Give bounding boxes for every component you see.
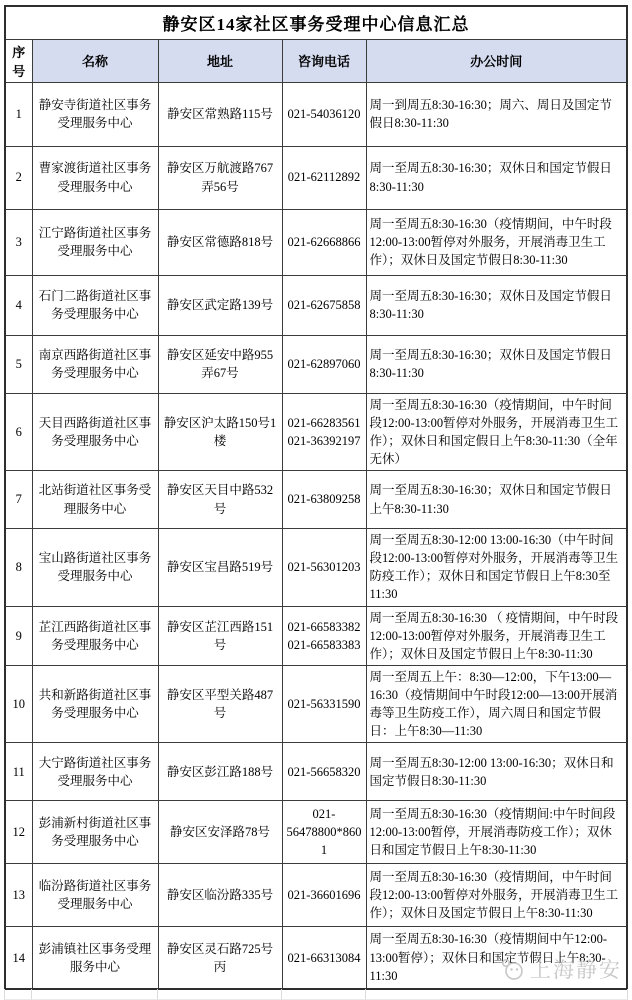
address-cell: 静安区灵石路725号丙 xyxy=(158,927,282,989)
hours-cell: 周一至周五8:30-16:30（疫情期间中午12:00-13:00暂停）；双休日和国定节假日上午8:30-11:30 xyxy=(366,927,627,989)
table-row xyxy=(5,471,627,529)
name-cell: 南京西路街道社区事务受理服务中心 xyxy=(32,335,158,393)
name-cell: 江宁路街道社区事务受理服务中心 xyxy=(32,209,158,275)
table-body xyxy=(5,82,627,989)
phone-cell xyxy=(282,335,366,393)
name-cell: 临汾路街道社区事务受理服务中心 xyxy=(32,864,158,927)
table-title: 静安区14家社区事务受理中心信息汇总 xyxy=(5,6,627,39)
phone-number: 021-62675858 xyxy=(287,297,361,312)
hours-cell: 周一至周五8:30-16:30 （ 疫情期间，中午时段12:00-13:00暂停对外服务，开展消毒卫生工作）；双休日及国定节假日上午8:30-11:30 xyxy=(366,606,627,665)
phone-cell xyxy=(282,801,366,864)
row-number-cell: 10 xyxy=(5,665,32,743)
hours-cell: 周一至周五8:30-16:30（疫情期间:中午时间段12:00-13:00暂停，开展消毒防疫工作）；双休日和国定节假日上午8:30-11:30 xyxy=(366,801,627,864)
phone-number: 021-56331590 xyxy=(287,697,361,712)
hours-cell: 周一至周五8:30-16:30（疫情期间，中午时间段12:00-13:00暂停对外服务，开展消毒卫生工作）；双休日和国定假日上午8:30-11:30（全年无休） xyxy=(366,393,627,471)
phone-cell xyxy=(282,146,366,209)
name-cell: 静安寺街道社区事务受理服务中心 xyxy=(32,82,158,146)
hours-cell: 周一至周五8:30-16:30；双休日和国定节假日8:30-11:30 xyxy=(366,146,627,209)
name-cell: 天目西路街道社区事务受理服务中心 xyxy=(32,393,158,471)
address-cell: 静安区彭江路188号 xyxy=(158,743,282,801)
table-row xyxy=(5,393,627,471)
table-row xyxy=(5,606,627,665)
name-cell: 北站街道社区事务受理服务中心 xyxy=(32,471,158,529)
phone-cell xyxy=(282,82,366,146)
table-row xyxy=(5,864,627,927)
phone-cell xyxy=(282,471,366,529)
header-address: 地址 xyxy=(158,39,282,82)
phone-cell xyxy=(282,275,366,335)
phone-number: 021-66583383 xyxy=(287,637,361,652)
cropped-next-row xyxy=(4,989,628,1000)
name-cell: 宝山路街道社区事务受理服务中心 xyxy=(32,529,158,607)
phone-number: 021-63809258 xyxy=(287,492,361,507)
table-row xyxy=(5,743,627,801)
header-name: 名称 xyxy=(32,39,158,82)
address-cell: 静安区宝昌路519号 xyxy=(158,529,282,607)
name-cell: 石门二路街道社区事务受理服务中心 xyxy=(32,275,158,335)
hours-cell: 周一至周五8:30-16:30；双休日及国定节假日8:30-11:30 xyxy=(366,335,627,393)
phone-number: 021-54036120 xyxy=(287,106,361,121)
name-cell: 共和新路街道社区事务受理服务中心 xyxy=(32,665,158,743)
phone-cell xyxy=(282,665,366,743)
header-phone: 咨询电话 xyxy=(282,39,366,82)
hours-cell: 周一至周五8:30-16:30（疫情期间，中午时间段12:00-13:00暂停对外服务，开展消毒卫生工作）；双休日及国定节假日上午8:30-11:30 xyxy=(366,864,627,927)
service-centers-table xyxy=(4,5,628,990)
phone-cell xyxy=(282,209,366,275)
phone-cell xyxy=(282,606,366,665)
header-no: 序号 xyxy=(5,39,32,82)
phone-number: 021-62897060 xyxy=(287,356,361,371)
table-row xyxy=(5,275,627,335)
table-row xyxy=(5,927,627,989)
phone-number: 021-66283561 xyxy=(287,415,361,430)
row-number-cell: 14 xyxy=(5,927,32,989)
phone-cell xyxy=(282,864,366,927)
address-cell: 静安区万航渡路767弄56号 xyxy=(158,146,282,209)
address-cell: 静安区常熟路115号 xyxy=(158,82,282,146)
address-cell: 静安区天目中路532号 xyxy=(158,471,282,529)
hours-cell: 周一至周五上午：8:30—12:00，下午13:00—16:30（疫情期间中午时段12:00—13:00开展消毒等卫生防疫工作），周六周日和国定节假日：上午8:30—11:30 xyxy=(366,665,627,743)
name-cell: 彭浦镇社区事务受理服务中心 xyxy=(32,927,158,989)
hours-cell: 周一至周五8:30-16:30；双休日和国定节假日上午8:30-11:30 xyxy=(366,471,627,529)
phone-cell xyxy=(282,927,366,989)
phone-number: 021-66313084 xyxy=(287,950,361,965)
table-header-row xyxy=(5,39,627,82)
row-number-cell: 9 xyxy=(5,606,32,665)
address-cell: 静安区武定路139号 xyxy=(158,275,282,335)
name-cell: 芷江西路街道社区事务受理服务中心 xyxy=(32,606,158,665)
row-number-cell: 6 xyxy=(5,393,32,471)
address-cell: 静安区安泽路78号 xyxy=(158,801,282,864)
row-number-cell: 4 xyxy=(5,275,32,335)
phone-cell xyxy=(282,529,366,607)
row-number-cell: 8 xyxy=(5,529,32,607)
row-number-cell: 7 xyxy=(5,471,32,529)
name-cell: 曹家渡街道社区事务受理服务中心 xyxy=(32,146,158,209)
table-title-row xyxy=(5,6,627,39)
table-row xyxy=(5,529,627,607)
phone-number: 021-36392197 xyxy=(287,433,361,448)
address-cell: 静安区芷江西路151号 xyxy=(158,606,282,665)
phone-number: 021-56658320 xyxy=(287,764,361,779)
address-cell: 静安区常德路818号 xyxy=(158,209,282,275)
table-row xyxy=(5,146,627,209)
phone-cell xyxy=(282,743,366,801)
row-number-cell: 11 xyxy=(5,743,32,801)
address-cell: 静安区平型关路487号 xyxy=(158,665,282,743)
hours-cell: 周一至周五8:30-16:30（疫情期间，中午时段12:00-13:00暂停对外服务，开展消毒卫生工作）；双休日及国定节假日8:30-11:30 xyxy=(366,209,627,275)
name-cell: 大宁路街道社区事务受理服务中心 xyxy=(32,743,158,801)
phone-number: 021-36601696 xyxy=(287,888,361,903)
row-number-cell: 13 xyxy=(5,864,32,927)
table-row xyxy=(5,209,627,275)
phone-number: 021-62112892 xyxy=(287,170,361,185)
address-cell: 静安区延安中路955弄67号 xyxy=(158,335,282,393)
phone-number: 021-56301203 xyxy=(287,560,361,575)
row-number-cell: 5 xyxy=(5,335,32,393)
table-row xyxy=(5,665,627,743)
hours-cell: 周一至周五8:30-12:00 13:00-16:30；双休日和国定节假日8:30-11:30 xyxy=(366,743,627,801)
row-number-cell: 12 xyxy=(5,801,32,864)
row-number-cell: 2 xyxy=(5,146,32,209)
address-cell: 静安区临汾路335号 xyxy=(158,864,282,927)
watermark-label: 上海静安 xyxy=(530,959,622,982)
table-row xyxy=(5,801,627,864)
table-row xyxy=(5,82,627,146)
phone-cell xyxy=(282,393,366,471)
row-number-cell: 3 xyxy=(5,209,32,275)
phone-number: 021-56478800*8601 xyxy=(286,807,362,858)
hours-cell: 周一到周五8:30-16:30；周六、周日及国定节假日8:30-11:30 xyxy=(366,82,627,146)
hours-cell: 周一至周五8:30-12:00 13:00-16:30（中午时间段12:00-13:00暂停对外服务，开展消毒等卫生防疫工作）；双休日和国定节假日上午8:30至11:30 xyxy=(366,529,627,607)
hours-cell: 周一至周五8:30-16:30；双休日及国定节假日8:30-11:30 xyxy=(366,275,627,335)
phone-number: 021-62668866 xyxy=(287,234,361,249)
address-cell: 静安区沪太路150号1楼 xyxy=(158,393,282,471)
name-cell: 彭浦新村街道社区事务受理服务中心 xyxy=(32,801,158,864)
table-row xyxy=(5,335,627,393)
phone-number: 021-66583382 xyxy=(287,619,361,634)
header-hours: 办公时间 xyxy=(366,39,627,82)
row-number-cell: 1 xyxy=(5,82,32,146)
